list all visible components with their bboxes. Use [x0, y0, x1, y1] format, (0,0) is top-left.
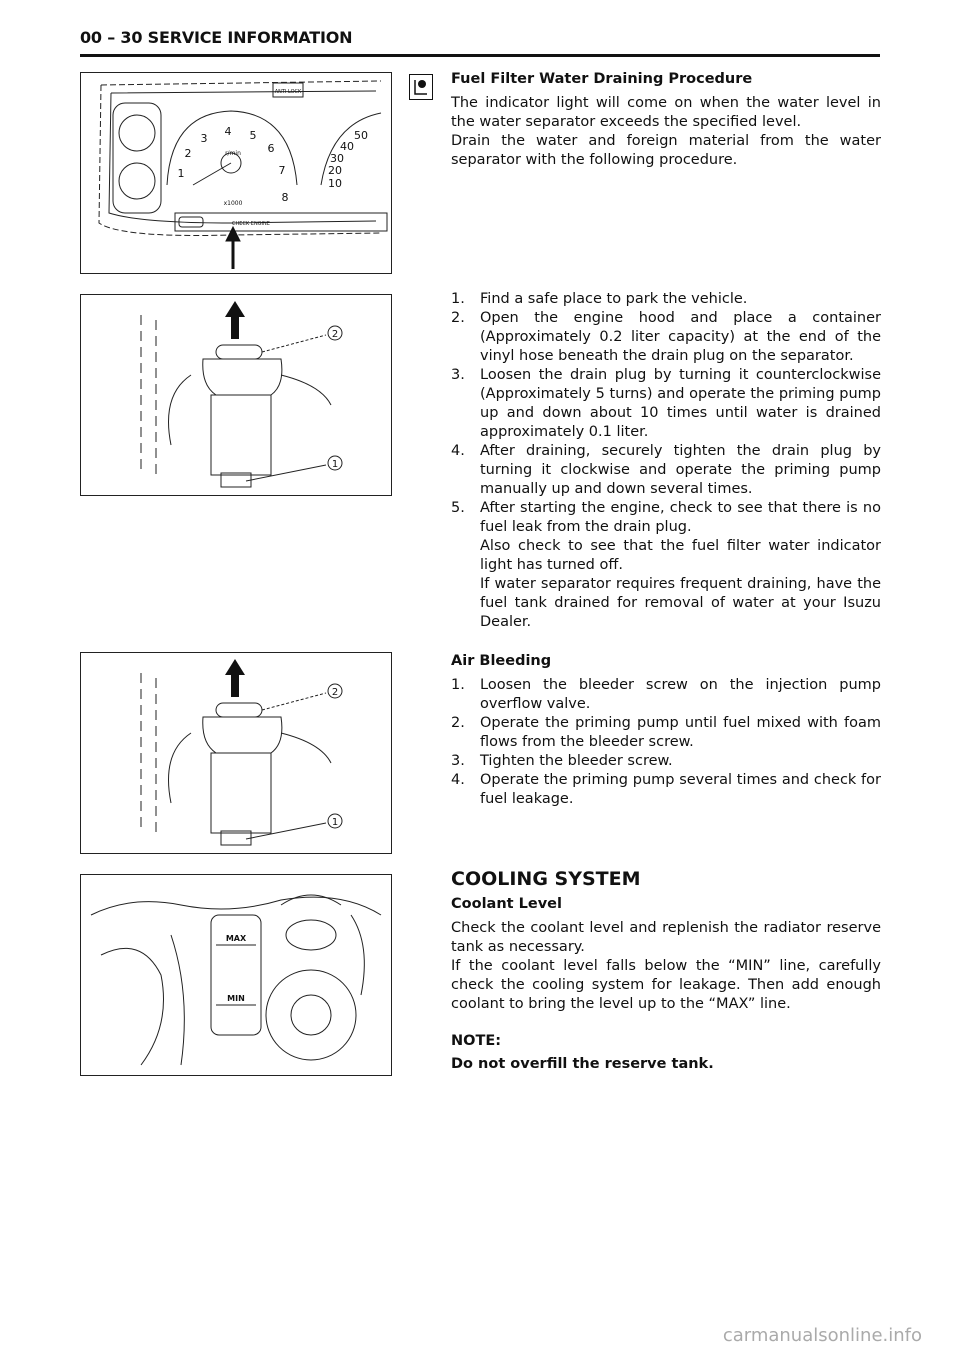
- air-bleeding-title: Air Bleeding: [451, 653, 552, 669]
- callout-2: 2: [331, 687, 339, 698]
- check-engine-label: CHECK ENGINE: [232, 221, 270, 227]
- note-text: Do not overfill the reserve tank.: [451, 1056, 714, 1072]
- page-header: [80, 28, 880, 57]
- air-step-4: 4. Operate the priming pump several times and check for fuel leakage.: [451, 772, 881, 807]
- fuel-filter-intro-2: Drain the water and foreign material from the water separator with the following procedure.: [451, 133, 881, 168]
- unit-x1000: x1000: [223, 200, 243, 207]
- fuel-filter-section: [451, 70, 881, 170]
- coolant-level-title: Coolant Level: [451, 896, 562, 912]
- kmh-20: 20: [328, 164, 342, 177]
- tick-8: 8: [281, 191, 289, 204]
- step-5: 5. After starting the engine, check to see that there is no fuel leak from the drain plug. Also check to see that the fuel filter water indicator light has turned off. If water separator requires frequent draining, have the fuel tank drained for removal of water at your Isuzu Dealer.: [451, 500, 881, 630]
- engine-bay-drawing: [81, 875, 391, 1075]
- step-5-extra-2: If water separator requires frequent draining, have the fuel tank drained for removal of water at your Isuzu Dealer.: [480, 576, 881, 630]
- kmh-30: 30: [330, 152, 344, 165]
- coolant-para-2: If the coolant level falls below the “MIN” line, carefully check the cooling system for leakage. Then add enough coolant to bring the level up to the “MAX” line.: [451, 958, 881, 1012]
- kmh-40: 40: [340, 140, 354, 153]
- cooling-section: [451, 870, 881, 1074]
- tick-3: 3: [200, 132, 208, 145]
- instrument-cluster-figure: [80, 72, 392, 274]
- page-title: 00 – 30 SERVICE INFORMATION: [80, 28, 353, 47]
- fuel-filter-drawing-1: [81, 295, 391, 495]
- tick-6: 6: [267, 142, 275, 155]
- air-bleeding-section: [451, 652, 881, 809]
- air-step-2: 2. Operate the priming pump until fuel mixed with foam flows from the bleeder screw.: [451, 715, 881, 750]
- step-3: 3. Loosen the drain plug by turning it counterclockwise (Approximately 5 turns) and operate the priming pump up and down about 10 times until water is drained approximately 0.1 liter.: [451, 367, 881, 440]
- step-1: 1. Find a safe place to park the vehicle.: [451, 291, 748, 307]
- kmh-10: 10: [328, 177, 342, 190]
- tick-1: 1: [177, 167, 185, 180]
- air-step-3: 3. Tighten the bleeder screw.: [451, 753, 673, 769]
- tick-2: 2: [184, 147, 192, 160]
- instrument-cluster-drawing: [81, 73, 391, 273]
- tick-7: 7: [278, 164, 286, 177]
- indicator-light-icon: [409, 74, 433, 100]
- callout-1: 1: [331, 459, 339, 470]
- fuel-filter-steps: [451, 290, 881, 632]
- min-line-label: MIN: [227, 994, 245, 1003]
- note-label: NOTE:: [451, 1033, 502, 1049]
- unit-rpm: r/min: [225, 150, 241, 157]
- watermark: carmanualsonline.info: [722, 1325, 922, 1346]
- kmh-50: 50: [354, 129, 368, 142]
- fuel-filter-figure-1: [80, 294, 392, 496]
- tick-4: 4: [224, 125, 232, 138]
- fuel-filter-title: Fuel Filter Water Draining Procedure: [451, 71, 753, 87]
- cooling-heading: COOLING SYSTEM: [451, 868, 641, 890]
- callout-2: 2: [331, 329, 339, 340]
- tick-5: 5: [249, 129, 257, 142]
- max-line-label: MAX: [225, 934, 247, 943]
- fuel-filter-drawing-2: [81, 653, 391, 853]
- fuel-filter-intro-1: The indicator light will come on when the water level in the water separator exceeds the specified level.: [451, 95, 881, 130]
- fuel-filter-figure-2: [80, 652, 392, 854]
- callout-1: 1: [331, 817, 339, 828]
- step-4: 4. After draining, securely tighten the drain plug by turning it clockwise and operate the priming pump manually up and down several times.: [451, 443, 881, 497]
- air-step-1: 1. Loosen the bleeder screw on the injection pump overflow valve.: [451, 677, 881, 712]
- step-2: 2. Open the engine hood and place a container (Approximately 0.2 liter capacity) at the end of the vinyl hose beneath the drain plug on the separator.: [451, 310, 881, 364]
- coolant-para-1: Check the coolant level and replenish the radiator reserve tank as necessary.: [451, 920, 881, 955]
- engine-bay-figure: [80, 874, 392, 1076]
- anti-lock-label: ANTI LOCK: [274, 89, 302, 95]
- step-5-extra-1: Also check to see that the fuel filter water indicator light has turned off.: [480, 538, 881, 573]
